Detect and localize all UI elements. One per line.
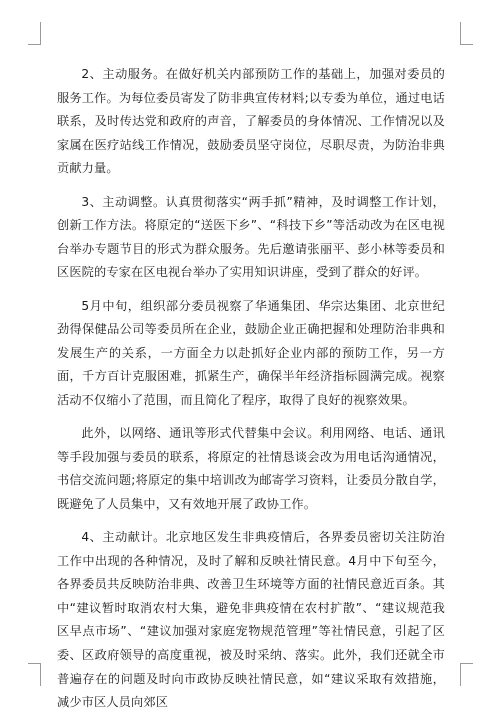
paragraph-network-communication: 此外，以网络、通讯等形式代替集中会议。利用网络、电话、通讯等手段加强与委员的联系，将原定的社情恳谈会改为用电话沟通情况，书信交流问题;将原定的集中培训改为邮寄学习资料，让委员分散自学，既避免了人员集中，又有效地开展了政协工作。: [57, 426, 445, 511]
paragraph-active-service: 2、主动服务。在做好机关内部预防工作的基础上，加强对委员的服务工作。为每位委员寄发了防非典宣传材料;以专委为单位，通过电话联系，及时传达党和政府的声音，了解委员的身体情况、工作情况以及家属在医疗站线工作情况，鼓励委员坚守岗位，尽职尽责，为防治非典贡献力量。: [57, 67, 445, 176]
crop-mark-bottom-right: [460, 663, 473, 686]
crop-mark-bottom-left: [28, 663, 41, 686]
paragraph-active-suggestions: 4、主动献计。北京地区发生非典疫情后，各界委员密切关注防治工作中出现的各种情况，及时了解和反映社情民意。4月中下旬至今，各界委员共反映防治非典、改善卫生环境等方面的社情民意近百条。其中“建议暂时取消农村大集，避免非典疫情在农村扩散”、“建议规范我区早点市场”、“建议加强对家庭宠物规范管理”等社情民意，引起了区委、区政府领导的高度重视，被及时采纳、落实。此外，我们还就全市普遍存在的问题及时向市政协反映社情民意，如“建议采取有效措施，减少市区人员向郊区: [57, 530, 445, 710]
document-body: [57, 63, 445, 724]
crop-mark-top-right: [460, 22, 473, 45]
crop-mark-top-left: [28, 22, 41, 45]
paragraph-active-adjustment: 3、主动调整。认真贯彻落实“两手抓”精神，及时调整工作计划，创新工作方法。将原定的“送医下乡”、“科技下乡”等活动改为在区电视台举办专题节目的形式为群众服务。先后邀请张丽平、彭小林等委员和区医院的专家在区电视台举办了实用知识讲座，受到了群众的好评。: [57, 194, 445, 280]
paragraph-enterprise-inspection: 5月中旬，组织部分委员视察了华通集团、华宗达集团、北京世纪劲得保健品公司等委员所在企业，鼓励企业正确把握和处理防治非典和发展生产的关系，一方面全力以赴抓好企业内部的预防工作，另一方面，千方百计克服困难，抓紧生产，确保半年经济指标圆满完成。视察活动不仅缩小了范围，而且简化了程序，取得了良好的视察效果。: [57, 298, 445, 407]
